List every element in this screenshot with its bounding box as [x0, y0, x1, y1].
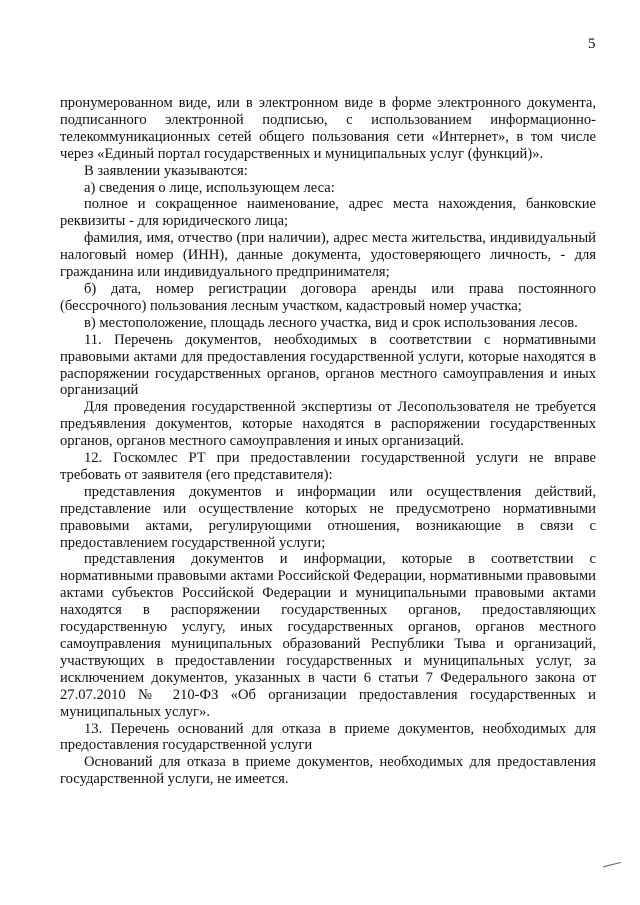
paragraph-section-11-text: Для проведения государственной экспертизы от Лесопользователя не требуется предъявления документов, которые находятся в распоряжении государственных органов, органов местного самоуправления и иных организаций. [60, 399, 596, 450]
paragraph-section-12: 12. Госкомлес РТ при предоставлении государственной услуги не вправе требовать от заявителя (его представителя): [60, 450, 596, 483]
paragraph-legal-entity: полное и сокращенное наименование, адрес места нахождения, банковские реквизиты - для юридического лица; [60, 196, 596, 230]
initials-mark [603, 862, 623, 875]
page-number: 5 [588, 36, 596, 52]
paragraph-section-13-text: Оснований для отказа в приеме документов, необходимых для предоставления государственной услуги, не имеется. [60, 754, 596, 788]
paragraph-section-13: 13. Перечень оснований для отказа в приеме документов, необходимых для предоставления государственной услуги [60, 720, 596, 754]
paragraph-continuation: пронумерованном виде, или в электронном виде в форме электронного документа, подписанного электронной подписью, с использованием информационно-телекоммуникационных сетей общего пользования сети «Интернет», в том числе через «Единый портал государственных и муниципальных услуг (функций)». [60, 95, 596, 162]
paragraph-citizen: фамилия, имя, отчество (при наличии), адрес места жительства, индивидуальный налоговый номер (ИНН), данные документа, удостоверяющего личность, - для гражданина или индивидуального предпринимателя; [60, 230, 596, 281]
paragraph-item-b: б) дата, номер регистрации договора аренды или права постоянного (бессрочного) пользования лесным участком, кадастровый номер участка; [60, 280, 596, 314]
paragraph-application-contents: В заявлении указываются: [84, 162, 248, 179]
document-body [60, 95, 596, 788]
paragraph-item-c: в) местоположение, площадь лесного участка, вид и срок использования лесов. [84, 314, 578, 331]
paragraph-section-12-item-1: представления документов и информации или осуществления действий, представление или осуществление которых не предусмотрено нормативными правовыми актами, регулирующими отношения, возникающие в связи с предоставлением государственной услуги; [60, 483, 596, 551]
paragraph-item-a: а) сведения о лице, использующем леса: [84, 179, 335, 196]
paragraph-section-11: 11. Перечень документов, необходимых в соответствии с нормативными правовыми актами для предоставления государственной услуги, которые находятся в распоряжении государственных органов, органов местного самоуправления и иных организаций [60, 331, 596, 399]
paragraph-section-12-item-2: представления документов и информации, которые в соответствии с нормативными правовыми актами Российской Федерации, нормативными правовыми актами субъектов Российской Федерации и муниципальными правовыми актами находятся в распоряжении государственных органов, предоставляющих государственную услугу, иных государственных органов, органов местного самоуправления муниципальных образований Республики Тыва и организаций, участвующих в предоставлении государственных и муниципальных услуг, за исключением документов, указанных в части 6 статьи 7 Федерального закона от 27.07.2010 № 210-ФЗ «Об организации предоставления государственных и муниципальных услуг». [60, 551, 596, 720]
